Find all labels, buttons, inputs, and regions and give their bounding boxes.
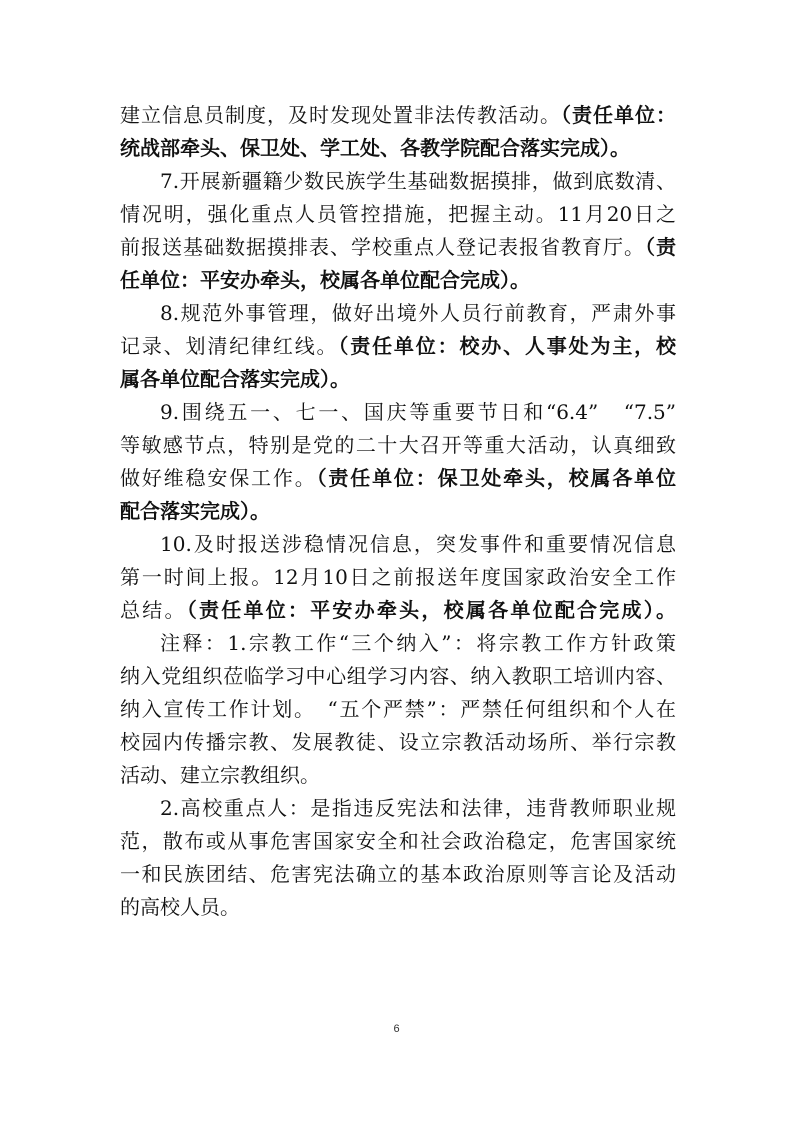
text-run: 2.高校重点人：是指违反宪法和法律，违背教师职业规	[160, 796, 676, 820]
text-line	[160, 531, 676, 557]
text-run: 注释：1.宗教工作“三个纳入”：将宗教工作方针政策	[160, 631, 676, 655]
text-run-bold: （责任单位：保卫处牵头，校属各单位	[316, 466, 676, 490]
text-run: 的高校人员。	[120, 895, 240, 919]
text-line	[120, 267, 676, 293]
text-run-bold: 任单位：平安办牵头，校属各单位配合完成）。	[120, 268, 530, 292]
text-line	[120, 498, 676, 524]
text-line	[160, 630, 676, 656]
text-line	[160, 300, 676, 326]
text-line	[160, 399, 676, 425]
text-run: 一和民族团结、危害宪法确立的基本政治原则等言论及活动	[120, 862, 676, 886]
text-run: 等敏感节点，特别是党的二十大召开等重大活动，认真细致	[120, 433, 676, 457]
text-run: 校园内传播宗教、发展教徒、设立宗教活动场所、举行宗教	[120, 730, 676, 754]
text-line	[120, 432, 676, 458]
text-line	[120, 663, 676, 689]
text-line	[120, 366, 676, 392]
text-line	[160, 795, 676, 821]
text-run-bold: （责任单位：平安办牵头，校属各单位配合完成）。	[186, 598, 676, 622]
text-line	[120, 762, 676, 788]
text-run-bold: （责	[645, 235, 676, 259]
text-line	[120, 861, 676, 887]
text-line	[120, 333, 676, 359]
text-line	[120, 597, 676, 623]
text-run: 总结。	[120, 598, 187, 622]
text-run-bold: （责任单位：校办、人事处为主，校	[338, 334, 676, 358]
text-run: 前报送基础数据摸排表、学校重点人登记表报省教育厅。	[120, 235, 645, 259]
text-run: 记录、划清纪律红线。	[120, 334, 339, 358]
text-line	[120, 729, 676, 755]
text-line	[120, 234, 676, 260]
text-line	[120, 696, 676, 722]
text-run-bold: （责任单位：	[561, 103, 676, 127]
text-run: 做好维稳安保工作。	[120, 466, 317, 490]
text-line	[120, 135, 676, 161]
text-line	[120, 828, 676, 854]
text-run: 第一时间上报。12月10日之前报送年度国家政治安全工作	[120, 565, 676, 589]
text-run: 范，散布或从事危害国家安全和社会政治稳定，危害国家统	[120, 829, 676, 853]
text-run: 纳入党组织莅临学习中心组学习内容、纳入教职工培训内容、	[120, 664, 676, 688]
text-run: 8.规范外事管理，做好出境外人员行前教育，严肃外事	[160, 301, 676, 325]
page-number: 6	[393, 1023, 400, 1035]
text-line	[160, 168, 676, 194]
text-run: 情况明，强化重点人员管控措施，把握主动。11月20日之	[120, 202, 676, 226]
text-run: 建立信息员制度，及时发现处置非法传教活动。	[120, 103, 561, 127]
text-line	[120, 201, 676, 227]
text-line	[120, 564, 676, 590]
text-run-bold: 统战部牵头、保卫处、学工处、各教学院配合落实完成）。	[120, 136, 630, 160]
text-line	[120, 465, 676, 491]
text-run-bold: 属各单位配合落实完成）。	[120, 367, 350, 391]
text-run: 7.开展新疆籍少数民族学生基础数据摸排，做到底数清、	[160, 169, 676, 193]
text-run-bold: 配合落实完成）。	[120, 499, 270, 523]
text-run: 纳入宣传工作计划。 “五个严禁”：严禁任何组织和个人在	[120, 697, 676, 721]
text-line	[120, 102, 676, 128]
text-line	[120, 894, 676, 920]
text-run: 10.及时报送涉稳情况信息，突发事件和重要情况信息	[160, 532, 676, 556]
text-run: 活动、建立宗教组织。	[120, 763, 320, 787]
text-run: 9.围绕五一、七一、国庆等重要节日和“6.4” “7.5”	[160, 400, 676, 424]
